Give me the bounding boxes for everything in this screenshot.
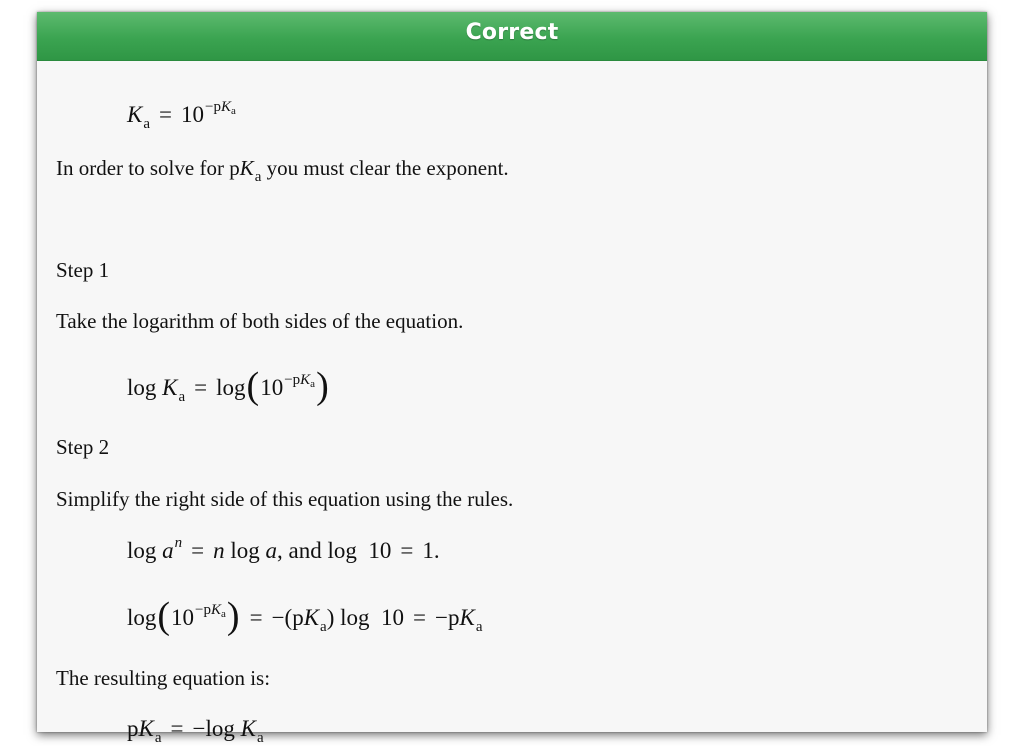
- intro-text-end: you must clear the exponent.: [266, 156, 509, 180]
- result-label: The resulting equation is:: [56, 666, 271, 690]
- feedback-header: [37, 12, 987, 61]
- equation-log-rules: $\log a^n = n$ log a, and log 10 = 1.: [127, 535, 440, 563]
- step-1-text: Take the logarithm of both sides of the equation.: [56, 309, 464, 333]
- equation-result: $pK_a = -\log$ $K_a$: [127, 716, 264, 746]
- intro-text: In order to solve for $pK_a$ you must clear the exponent.: [56, 156, 509, 185]
- step-2-label: Step 2: [56, 435, 110, 459]
- step-2-text: Simplify the right side of this equation using the rules.: [56, 487, 514, 511]
- intro-text-start: In order to solve for: [56, 156, 224, 180]
- step-1-label: Step 1: [56, 258, 110, 282]
- equation-simplified: $\log(10^{-pK_a}) = -(pK_a)$ $\log 10 = -pK_a$: [127, 595, 483, 637]
- rules-connector: , and log: [277, 538, 357, 563]
- solution-panel: [37, 12, 987, 746]
- feedback-title: Correct: [465, 19, 559, 45]
- equation-ka-definition: $K_a = 10^{-pK_a}$: [127, 99, 236, 132]
- equation-log-both-sides: $\log K_a = \log(10^{-pK_a})$: [127, 365, 329, 407]
